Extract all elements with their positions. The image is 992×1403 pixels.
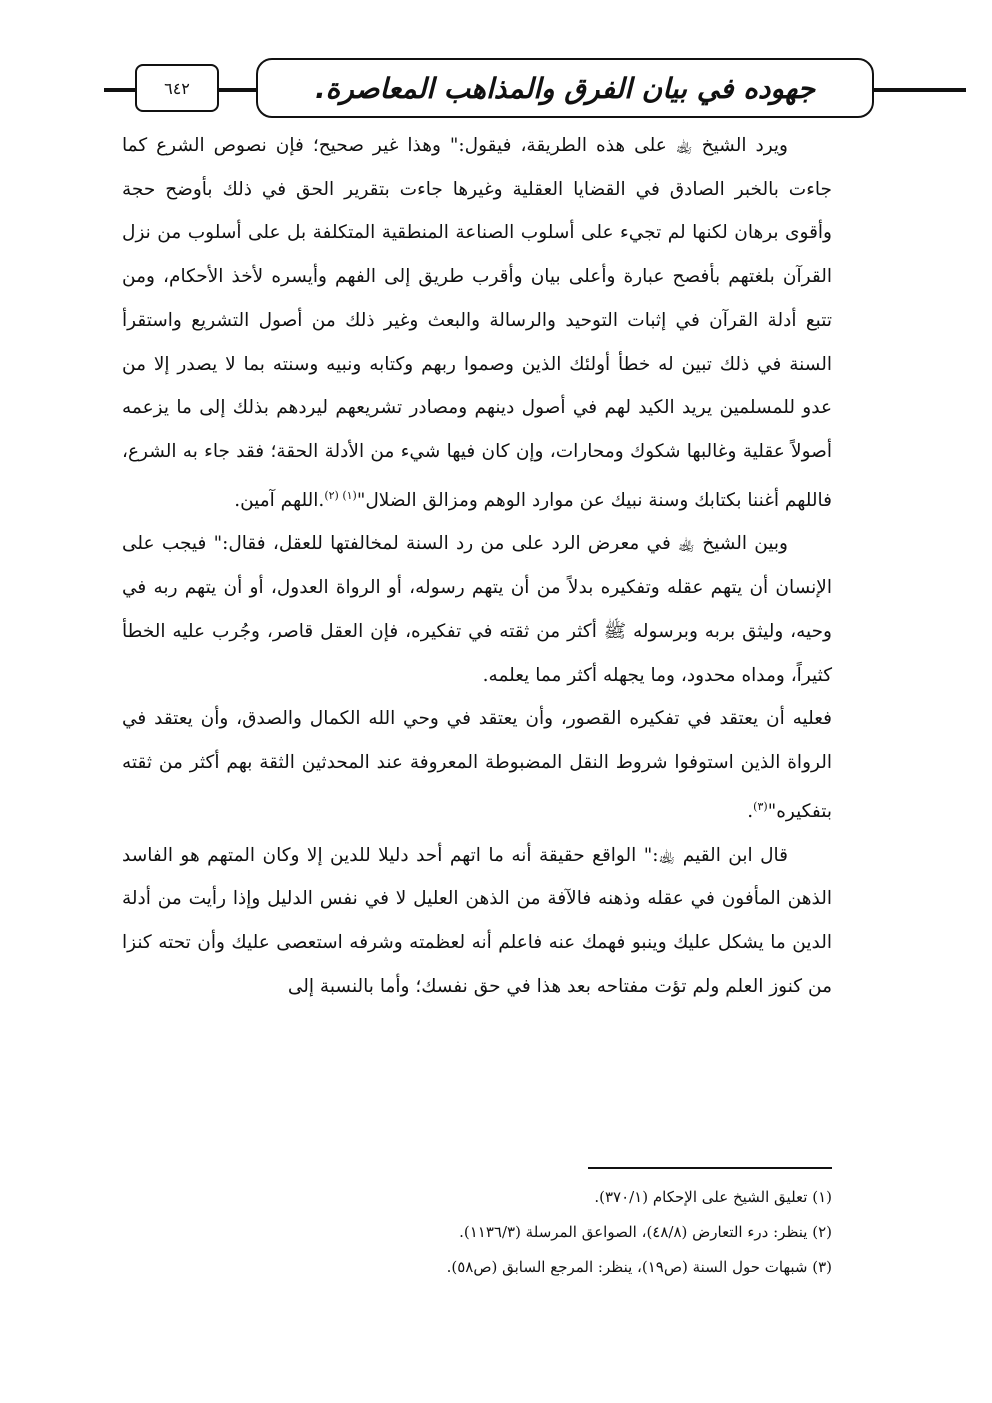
paragraph-3-text: فعليه أن يعتقد في تفكيره القصور، وأن يعتقد في وحي الله الكمال والصدق، وأن يعتقد في الرواة الذين استوفوا شروط النقل المضبوطة المعروفة عند المحدثين الثقة بهم أكثر من ثقته بتفكيره" bbox=[122, 708, 832, 822]
paragraph-3-tail: . bbox=[747, 800, 754, 822]
paragraph-4-text: قال ابن القيم ﵀:" الواقع حقيقة أنه ما اتهم أحد دليلا للدين إلا وكان المتهم هو الفاسد الذهن المأفون في عقله وذهنه فالآفة من الذهن العليل لا في نفس الدليل وإذا رأيت من أدلة الدين ما يشكل عليك وينبو فهمك عنه فاعلم أنه لعظمته وشرفه استعصى عليك وأن تحته كنزا من كنوز العلم ولم تؤت مفتاحه بعد هذا في حق نفسك؛ وأما بالنسبة إلى bbox=[122, 844, 832, 997]
paragraph-4 bbox=[122, 834, 832, 1009]
paragraph-1-text: ويرد الشيخ ﵀ على هذه الطريقة، فيقول:" وهذا غير صحيح؛ فإن نصوص الشرع كما جاءت بالخبر الصادق في القضايا العقلية وغيرها جاءت بتقرير الحق في ذلك بأوضح حجة وأقوى برهان لكنها لم تجيء على أسلوب الصناعة المنطقية المتكلفة بل على أسلوب من نزل القرآن بلغتهم بأفصح عبارة وأعلى بيان وأقرب طريق إلى الفهم وأيسره لأخذ الأحكام، ومن تتبع أدلة القرآن في إثبات التوحيد والرسالة والبعث وغير ذلك من أصول التشريع واستقرأ السنة في ذلك تبين له خطأ أولئك الذين وصموا ربهم وكتابه ونبيه وسنته بما لا يصدر إلا من عدو للمسلمين يريد الكيد لهم في أصول دينهم ومصادر تشريعهم ليردهم بذلك إلى ما يزعمه أصولاً عقلية وغالبها شكوك ومحارات، وإن كان فيها شيء من الأدلة الحقة؛ فقد جاء به الشرع، فاللهم أغننا بكتابك وسنة نبيك عن موارد الوهم ومزالق الضلال" bbox=[122, 135, 832, 511]
paragraph-2 bbox=[122, 522, 832, 697]
main-text bbox=[122, 124, 832, 1008]
footnote-3: (٣) شبهات حول السنة (ص١٩)، ينظر: المرجع السابق (ص٥٨). bbox=[446, 1258, 832, 1276]
footnote-2: (٢) ينظر: درء التعارض (٤٨/٨)، الصواعق المرسلة (١١٣٦/٣). bbox=[459, 1223, 832, 1241]
paragraph-1-tail: .اللهم آمين. bbox=[234, 489, 325, 511]
page-number: ٦٤٢ bbox=[164, 78, 190, 98]
footnote-1: (١) تعليق الشيخ على الإحكام (٣٧٠/١). bbox=[594, 1188, 832, 1206]
paragraph-2-text: وبين الشيخ ﵀ في معرض الرد على من رد السنة لمخالفتها للعقل، فقال:" فيجب على الإنسان أن يتهم عقله وتفكيره بدلاً من أن يتهم رسوله، أو الرواة العدول، أو أن يتهم ربه في وحيه، وليثق بربه وبرسوله ﷺ أكثر من ثقته في تفكيره، فإن العقل قاصر، وجُرب عليه الخطأ كثيراً، ومداه محدود، وما يجهله أكثر مما يعلمه. bbox=[122, 533, 832, 686]
footnote-ref-1-2: (١) (٢) bbox=[324, 488, 357, 502]
footnotes bbox=[122, 1180, 832, 1285]
running-title: جهوده في بيان الفرق والمذاهب المعاصرة. bbox=[314, 71, 816, 105]
footnote-ref-3: (٣) bbox=[753, 799, 768, 813]
paragraph-1 bbox=[122, 124, 832, 522]
paragraph-3 bbox=[122, 697, 832, 833]
footnote-separator bbox=[588, 1167, 832, 1169]
page-number-box bbox=[135, 64, 219, 112]
running-title-box bbox=[256, 58, 874, 118]
